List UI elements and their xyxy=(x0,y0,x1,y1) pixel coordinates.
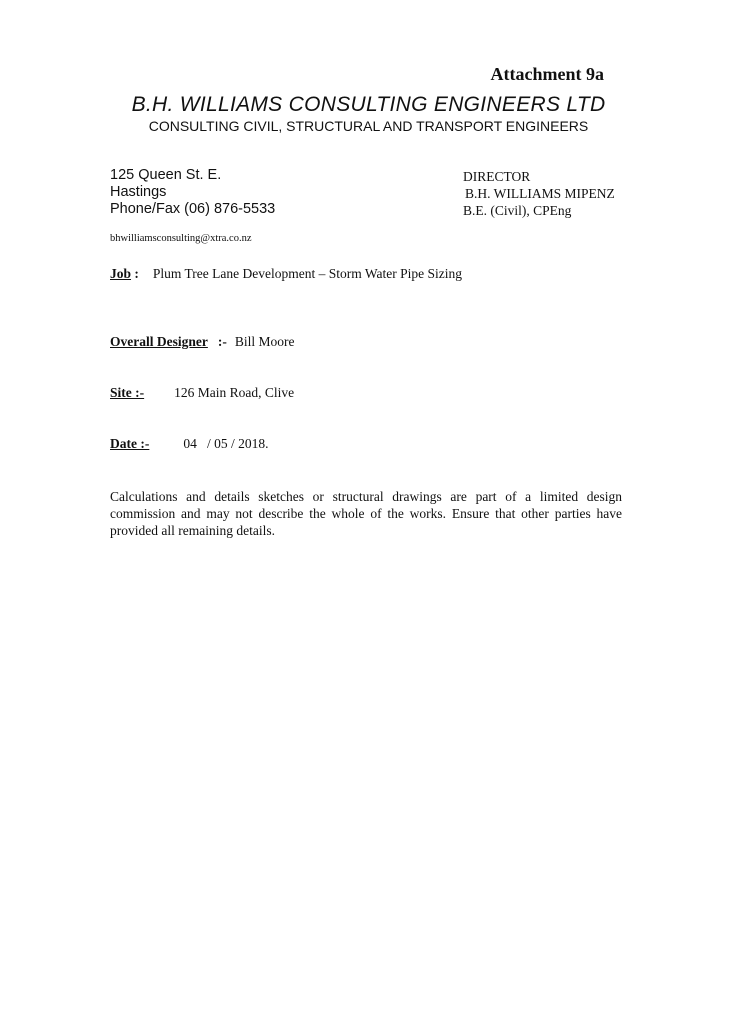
site-label: Site :- xyxy=(110,385,145,400)
job-label: Job xyxy=(110,266,132,281)
job-row xyxy=(110,266,462,282)
director-name: B.H. WILLIAMS MIPENZ xyxy=(465,186,615,201)
job-separator: : xyxy=(131,266,139,281)
designer-label: Overall Designer xyxy=(110,334,208,349)
company-tagline: CONSULTING CIVIL, STRUCTURAL AND TRANSPORT ENGINEERS xyxy=(148,118,589,134)
site-value: 126 Main Road, Clive xyxy=(174,385,295,400)
address-street: 125 Queen St. E. xyxy=(110,167,222,183)
job-value: Plum Tree Lane Development – Storm Water Pipe Sizing xyxy=(152,266,463,281)
disclaimer-notes: Calculations and details sketches or structural drawings are part of a limited design commission and may not describe the whole of the works. Ensure that other parties have provided all remaining details. xyxy=(110,489,622,538)
date-value: 04 / 05 / 2018. xyxy=(183,436,269,451)
date-row xyxy=(110,436,269,452)
director-title: DIRECTOR xyxy=(463,169,531,184)
director-qualifications: B.E. (Civil), CPEng xyxy=(463,203,572,218)
date-label: Date :- xyxy=(110,436,150,451)
designer-value: Bill Moore xyxy=(234,334,295,349)
attachment-label: Attachment 9a xyxy=(490,64,604,84)
director-block xyxy=(463,168,615,219)
address-city: Hastings xyxy=(110,184,167,200)
designer-separator: :- xyxy=(217,334,227,349)
address-block xyxy=(110,167,275,218)
designer-row xyxy=(110,334,294,350)
company-name: B.H. WILLIAMS CONSULTING ENGINEERS LTD xyxy=(131,93,606,116)
site-row xyxy=(110,385,294,401)
address-phone: Phone/Fax (06) 876-5533 xyxy=(110,201,276,217)
address-email: bhwilliamsconsulting@xtra.co.nz xyxy=(110,233,252,244)
